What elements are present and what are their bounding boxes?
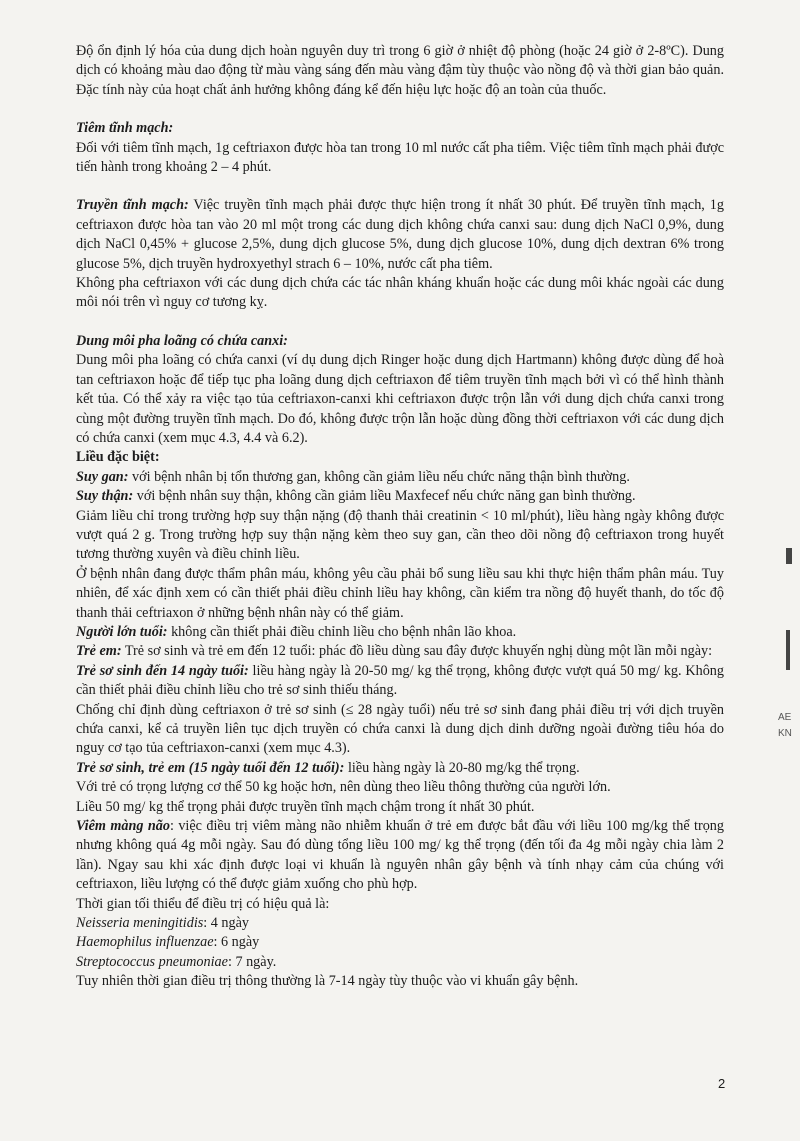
organism-name: Streptococcus pneumoniae [76,953,228,970]
infant-dosing [76,759,724,778]
calcium-diluent-section [76,332,724,448]
liver-label: Suy gan: [76,468,129,485]
edge-scan-mark [786,630,790,670]
iv-injection-text: Đối với tiêm tĩnh mạch, 1g ceftriaxon được hòa tan trong 10 ml nước cất pha tiêm. Việc tiêm tĩnh mạch phải được tiến hành trong khoảng 2 – 4 phút. [76,139,724,176]
edge-text-fragment: AE [778,712,792,723]
kidney-label: Suy thận: [76,488,134,505]
kidney-dose-reduction: Giảm liều chỉ trong trường hợp suy thận nặng (độ thanh thải creatinin < 10 ml/phút), liều hàng ngày không được vượt quá 2 g. Trong trường hợp suy thận nặng kèm theo suy gan, cần theo dõi nồng độ ceftriaxon trong huyết tương thường xuyên và điều chỉnh liều. [76,507,724,563]
organism-name: Haemophilus influenzae [76,934,214,951]
liver-text: với bệnh nhân bị tổn thương gan, không cần giảm liều nếu chức năng thận bình thường. [128,468,630,485]
calcium-diluent-text: Dung môi pha loãng có chứa canxi (ví dụ dung dịch Ringer hoặc dung dịch Hartmann) không được dùng để hoà tan ceftriaxon hoặc để tiếp tục pha loãng dung dịch ceftriaxon để tiêm truyền tĩnh mạch bởi vì có thể hình thành kết tủa. Có thể xảy ra việc tạo tủa ceftriaxon-canxi khi ceftriaxon được trộn lẫn với dung dịch chứa canxi trong cùng một đường truyền tĩnh mạch. Do đó, không được trộn lẫn hoặc dùng đồng thời ceftriaxon với các dung dịch có chứa canxi (xem mục 4.3, 4.4 và 6.2). [76,352,724,446]
calcium-diluent-heading: Dung môi pha loãng có chứa canxi: [76,332,288,349]
meningitis-text: : việc điều trị viêm màng não nhiễm khuẩn ở trẻ em được bắt đầu với liều 100 mg/kg thể trọng nhưng không quá 4g mỗi ngày. Sau đó dùng tổng liều 100 mg/ kg thể trọng (đến tối đa 4g mỗi ngày chia làm 2 lần). Ngay sau khi xác định được loại vi khuẩn là nguyên nhân gây bệnh và tính nhạy cảm của chúng với ceftriaxon, liều lượng có thể được giảm xuống cho phù hợp. [76,818,724,893]
slow-infusion-note: Liều 50 mg/ kg thể trọng phải được truyền tĩnh mạch chậm trong ít nhất 30 phút. [76,798,535,815]
neonate-label: Trẻ sơ sinh đến 14 ngày tuổi: [76,662,249,679]
organism-name: Neisseria meningitidis [76,915,204,932]
organism-item [76,953,724,972]
children-label: Trẻ em: [76,643,122,660]
elderly-text: không cần thiết phải điều chỉnh liều cho bệnh nhân lão khoa. [167,623,517,640]
stability-paragraph: Độ ổn định lý hóa của dung dịch hoàn nguyên duy trì trong 6 giờ ở nhiệt độ phòng (hoặc 24 giờ ở 2-8ºC). Dung dịch có khoảng màu dao động từ màu vàng sáng đến màu vàng đậm tùy thuộc vào nồng độ và thời gian bảo quản. Đặc tính này của hoạt chất ảnh hưởng không đáng kể đến hiệu lực hoặc độ an toàn của thuốc. [76,43,724,98]
meningitis-dosing [76,817,724,895]
iv-infusion-text: Việc truyền tĩnh mạch phải được thực hiện trong ít nhất 30 phút. Để truyền tĩnh mạch, 1g ceftriaxon được hòa tan vào 20 ml một trong các dung dịch không chứa canxi sau: dung dịch NaCl 0,9%, dung dịch NaCl 0,45% + glucose 2,5%, dung dịch glucose 5%, dung dịch glucose 10%, dung dịch dextran 6% trong glucose 5%, dịch truyền hydroxyethyl strach 6 – 10%, nước cất pha tiêm. [76,197,724,272]
kidney-impairment [76,487,724,506]
liver-impairment [76,468,724,487]
organism-days: : 4 ngày [203,915,250,932]
organism-item [76,914,724,933]
neonate-contraindication: Chống chỉ định dùng ceftriaxon ở trẻ sơ sinh (≤ 28 ngày tuổi) nếu trẻ sơ sinh đang phải điều trị với dịch truyền chứa canxi, kể cả truyền liên tục dịch truyền có chứa canxi là dung dịch dinh dưỡng ngoài đường tiêu hóa do nguy cơ tạo tủa ceftriaxon-canxi (xem mục 4.3). [76,701,724,757]
edge-scan-mark [786,548,792,564]
incompatibility-note: Không pha ceftriaxon với các dung dịch chứa các tác nhân kháng khuẩn hoặc các dung môi khác ngoài các dung môi nói trên vì nguy cơ tương kỵ. [76,275,724,311]
organism-days: : 6 ngày [213,934,260,951]
over-50kg-note: Với trẻ có trọng lượng cơ thể 50 kg hoặc hơn, nên dùng theo liều thông thường của người lớn. [76,779,611,796]
organism-days: : 7 ngày. [227,953,277,970]
children-dosing [76,642,724,661]
page-number: 2 [718,1076,726,1091]
elderly-label: Người lớn tuổi: [76,623,168,640]
iv-injection-section [76,119,724,177]
edge-text-fragment: KN [778,728,792,739]
children-text: Trẻ sơ sinh và trẻ em đến 12 tuổi: phác đồ liều dùng sau đây được khuyến nghị dùng một lần mỗi ngày: [121,643,713,660]
kidney-text: với bệnh nhân suy thận, không cần giảm liều Maxfecef nếu chức năng gan bình thường. [133,488,636,505]
iv-infusion-section [76,196,724,274]
organism-item [76,933,724,952]
infant-text: liều hàng ngày là 20-80 mg/kg thể trọng. [344,759,580,776]
infant-label: Trẻ sơ sinh, trẻ em (15 ngày tuổi đến 12 tuổi): [76,759,345,776]
min-duration-intro: Thời gian tối thiểu để điều trị có hiệu quả là: [76,895,330,912]
iv-infusion-heading: Truyền tĩnh mạch: [76,197,189,214]
meningitis-label: Viêm màng não [76,818,170,835]
iv-injection-heading: Tiêm tĩnh mạch: [76,120,174,137]
neonate-dosing [76,662,724,701]
neonate-text: liều hàng ngày là 20-50 mg/ kg thể trọng, không được vượt quá 50 mg/ kg. Không cần thiết phải điều chỉnh liều cho trẻ sơ sinh thiếu tháng. [76,662,724,699]
usual-duration: Tuy nhiên thời gian điều trị thông thường là 7-14 ngày tùy thuộc vào vi khuẩn gây bệnh. [76,973,579,990]
dialysis-paragraph: Ở bệnh nhân đang được thẩm phân máu, không yêu cầu phải bổ sung liều sau khi thực hiện thẩm phân máu. Tuy nhiên, để xác định xem có cần thiết phải điều chỉnh liều hay không, cần kiểm tra nồng độ huyết thanh, do tốc độ thanh thải ceftriaxon ở những bệnh nhân này có thể giảm. [76,565,724,621]
document-body [76,42,724,992]
special-dosing-heading: Liều đặc biệt: [76,449,160,466]
elderly-dosing [76,623,724,642]
